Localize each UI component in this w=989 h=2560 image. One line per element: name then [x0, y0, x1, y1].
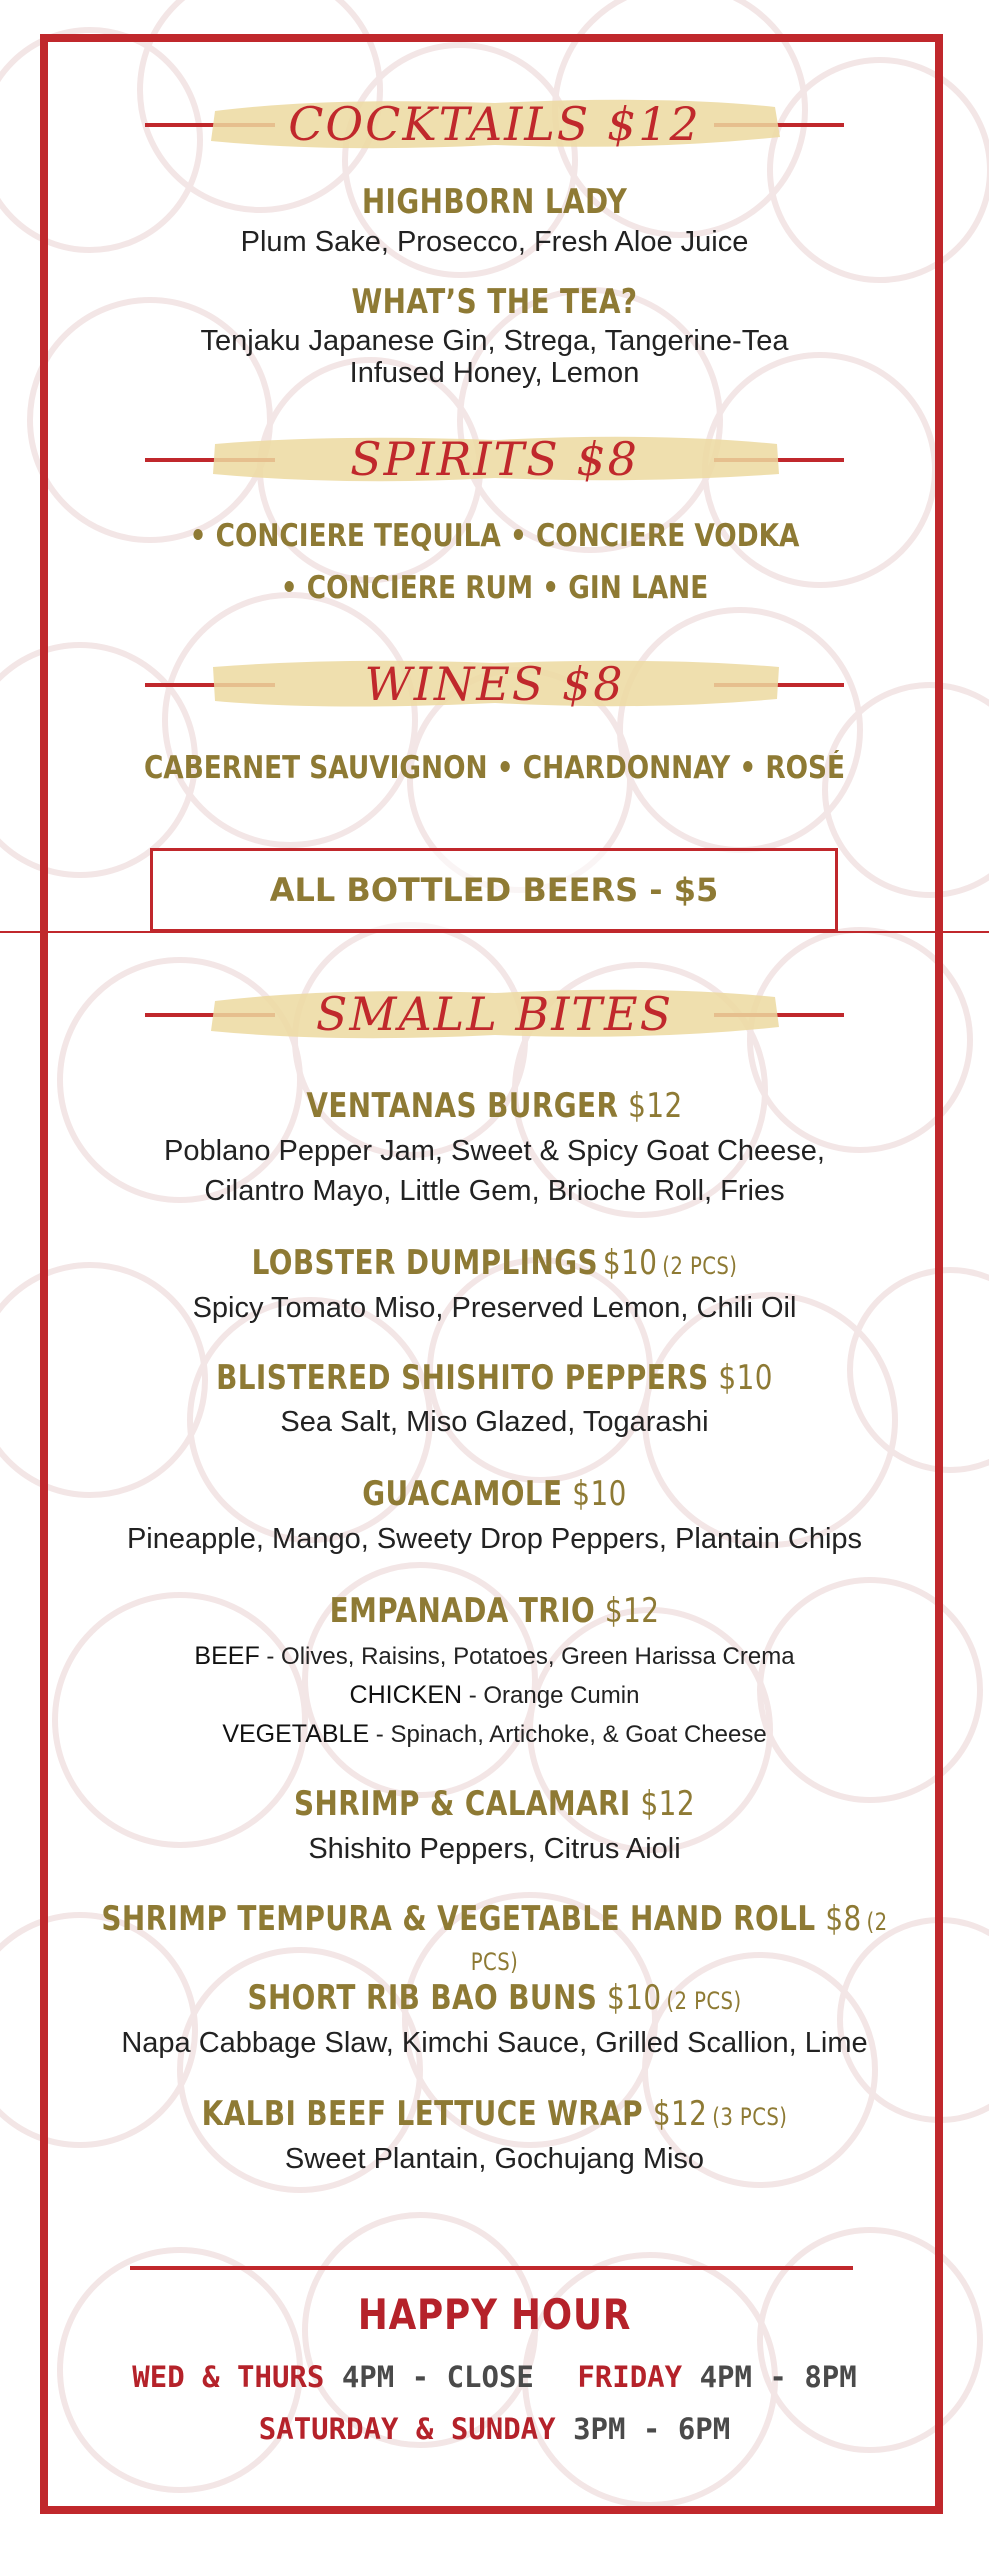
spirits-heading: SPIRITS $8 [350, 432, 639, 486]
cocktails-heading: COCKTAILS $12 [288, 97, 701, 151]
cocktail-description: Tenjaku Japanese Gin, Strega, Tangerine-Tea [200, 325, 789, 357]
empanada-variant-label: CHICKEN [349, 1681, 463, 1709]
wines-heading-block [0, 645, 989, 725]
happy-hour-day: SATURDAY & SUNDAY [258, 2412, 556, 2446]
bottled-beers-box: ALL BOTTLED BEERS - $5 [150, 848, 838, 932]
dish-price: $10 [572, 1474, 627, 1514]
small-bites-heading-block [0, 975, 989, 1055]
dish-price: $12 [628, 1086, 683, 1126]
small-bites-heading: SMALL BITES [315, 987, 674, 1041]
dish-price: $12 [640, 1784, 695, 1824]
dish-price: $10 [607, 1978, 662, 2018]
section-divider-line [0, 931, 989, 933]
dish-name: KALBI BEEF LETTUCE WRAP [201, 2094, 644, 2134]
dish-name: EMPANADA TRIO [329, 1591, 596, 1631]
cocktail-description: Infused Honey, Lemon [349, 357, 640, 389]
happy-hour-time: 4PM - 8PM [699, 2360, 857, 2394]
happy-hour-title: HAPPY HOUR [357, 2290, 632, 2339]
dish-name-line [89, 1086, 900, 1126]
wines-list-line: CABERNET SAUVIGNON • CHARDONNAY • ROSÉ [143, 750, 846, 786]
dish-price: $8 [825, 1899, 862, 1939]
dish-pieces: (2 PCS) [666, 1987, 742, 2015]
dish-description: Sea Salt, Miso Glazed, Togarashi [280, 1406, 709, 1438]
happy-hour-divider [130, 2266, 853, 2270]
dish-description: Cilantro Mayo, Little Gem, Brioche Roll, Fries [204, 1175, 785, 1207]
cocktails-heading-block [0, 85, 989, 165]
dish-name: GUACAMOLE [362, 1474, 563, 1514]
dish-name-line [89, 1358, 900, 1398]
dish-description: Pineapple, Mango, Sweety Drop Peppers, Plantain Chips [126, 1523, 863, 1555]
dish-description: Sweet Plantain, Gochujang Miso [284, 2143, 705, 2175]
wines-heading: WINES $8 [364, 657, 625, 711]
dish-name-line [89, 1243, 900, 1283]
dish-name-line [89, 1591, 900, 1631]
happy-hour-time: 4PM - CLOSE [341, 2360, 534, 2394]
dish-name-line [89, 1784, 900, 1824]
dish-name: LOBSTER DUMPLINGS [251, 1243, 598, 1283]
dish-name-line [89, 1899, 900, 1979]
dish-name: SHRIMP TEMPURA & VEGETABLE HAND ROLL [101, 1899, 816, 1939]
dish-price: $10 [718, 1358, 773, 1398]
spirits-heading-block [0, 420, 989, 500]
happy-hour-schedule-row [0, 2360, 989, 2394]
empanada-variant [0, 1681, 989, 1710]
empanada-variant [0, 1642, 989, 1671]
empanada-variant-text: - Spinach, Artichoke, & Goat Cheese [369, 1721, 767, 1748]
cocktail-name: HIGHBORN LADY [361, 182, 628, 222]
dish-description: Napa Cabbage Slaw, Kimchi Sauce, Grilled Scallion, Lime [121, 2027, 868, 2059]
happy-hour-day: WED & THURS [132, 2360, 325, 2394]
dish-pieces: (2 PCS) [470, 1908, 888, 1976]
dish-price: $10 [602, 1243, 658, 1283]
happy-hour-schedule-row [0, 2412, 989, 2446]
dish-description: Poblano Pepper Jam, Sweet & Spicy Goat Cheese, [164, 1135, 825, 1167]
dish-name-line [89, 1474, 900, 1514]
dish-price: $12 [652, 2094, 708, 2134]
empanada-variant-label: VEGETABLE [222, 1720, 370, 1748]
empanada-variant-text: - Orange Cumin [462, 1682, 640, 1709]
happy-hour-day: FRIDAY [577, 2360, 683, 2394]
dish-name-line [89, 1978, 900, 2018]
spirits-list-line: • CONCIERE RUM • GIN LANE [280, 570, 709, 606]
cocktail-name: WHAT’S THE TEA? [351, 282, 638, 322]
dish-price: $12 [604, 1591, 660, 1631]
empanada-variant-label: BEEF [194, 1642, 260, 1670]
cocktail-description: Plum Sake, Prosecco, Fresh Aloe Juice [240, 226, 749, 258]
dish-name: VENTANAS BURGER [306, 1086, 619, 1126]
dish-name: SHRIMP & CALAMARI [294, 1784, 631, 1824]
empanada-variant [0, 1720, 989, 1749]
dish-name-line [89, 2094, 900, 2134]
dish-description: Spicy Tomato Miso, Preserved Lemon, Chili Oil [192, 1292, 797, 1324]
spirits-list-line: • CONCIERE TEQUILA • CONCIERE VODKA [189, 518, 800, 554]
dish-description: Shishito Peppers, Citrus Aioli [308, 1833, 681, 1865]
dish-name: BLISTERED SHISHITO PEPPERS [216, 1358, 709, 1398]
dish-pieces: (2 PCS) [662, 1252, 738, 1280]
dish-pieces: (3 PCS) [712, 2103, 788, 2131]
empanada-variant-text: - Olives, Raisins, Potatoes, Green Harissa Crema [259, 1643, 795, 1670]
dish-name: SHORT RIB BAO BUNS [247, 1978, 598, 2018]
happy-hour-time: 3PM - 6PM [573, 2412, 731, 2446]
